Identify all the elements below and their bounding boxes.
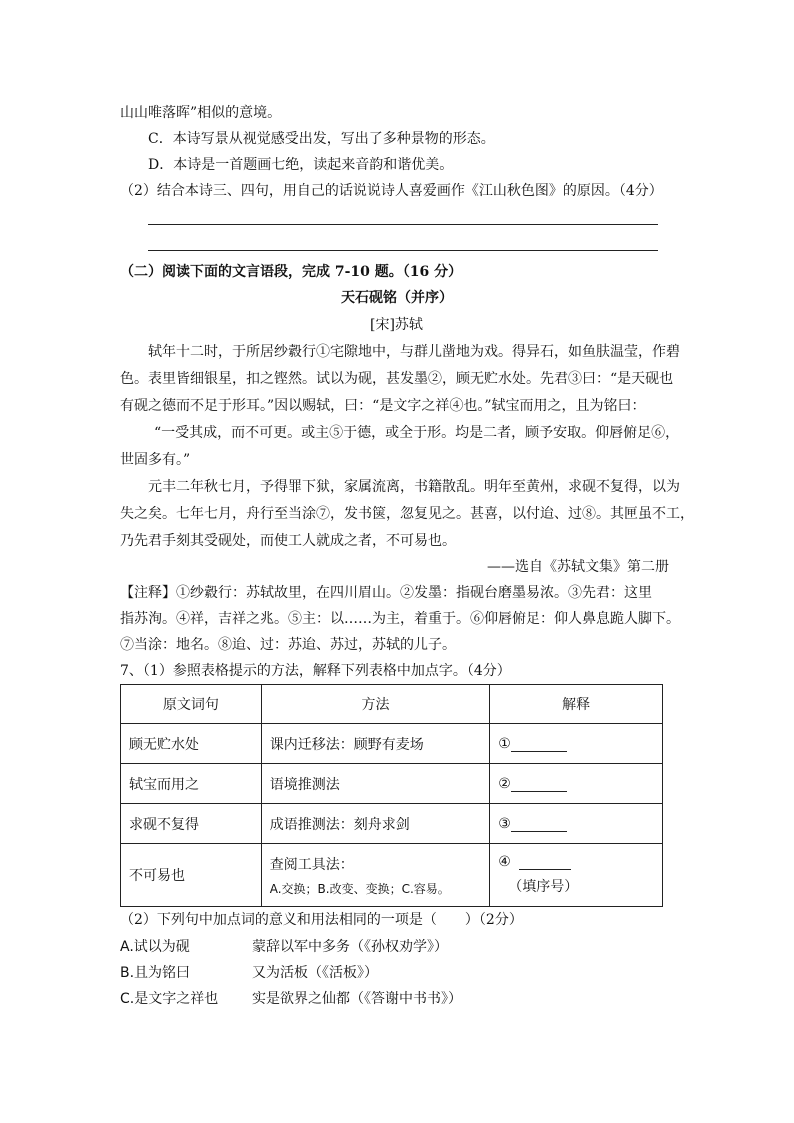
- question-2: （2）结合本诗三、四句，用自己的话说说诗人喜爱画作《江山秋色图》的原因。（4分）: [120, 183, 663, 199]
- table-cell: [261, 844, 490, 907]
- passage-line: 有砚之德而不足于形耳。”因以赐轼，曰：“是文字之祥④也。”轼宝而用之，且为铭曰：: [120, 398, 646, 414]
- table-cell: 课内迁移法：顾野有麦场: [261, 724, 490, 764]
- answer-blank[interactable]: [511, 737, 567, 752]
- passage-line: 乃先君手刻其受砚处，而使工人就成之者，不可易也。: [120, 533, 456, 549]
- text-line: 山山唯落晖”相似的意境。: [120, 105, 282, 121]
- answer-cell: [490, 764, 663, 804]
- method-label: 查阅工具法：: [269, 856, 354, 873]
- passage-line: 轼年十二时，于所居纱縠行①宅隙地中，与群儿凿地为戏。得异石，如鱼肤温莹，作碧: [148, 344, 680, 360]
- passage-line: 世固多有。”: [120, 452, 191, 468]
- answer-blank[interactable]: [511, 817, 567, 832]
- answer-cell: [490, 844, 663, 907]
- choice-c-label: C.是文字之祥也: [120, 991, 219, 1007]
- option-d: D．本诗是一首题画七绝，读起来音韵和谐优美。: [148, 157, 454, 173]
- answer-number: ①: [498, 735, 511, 752]
- answer-number: ④: [498, 854, 511, 870]
- table-row: [121, 844, 663, 907]
- table-header-cell: 原文词句: [121, 685, 262, 724]
- table-cell: 求砚不复得: [121, 804, 262, 844]
- answer-cell: [490, 724, 663, 764]
- option-c: C．本诗写景从视觉感受出发，写出了多种景物的形态。: [148, 131, 495, 147]
- answer-number: ②: [498, 775, 511, 792]
- table-row: [121, 764, 663, 804]
- table-cell: 语境推测法: [261, 764, 490, 804]
- choice-a-compare: 蒙辞以军中多务（《孙权劝学》）: [252, 939, 448, 955]
- passage-title: 天石砚铭（并序）: [341, 290, 453, 306]
- table-cell: 轼宝而用之: [121, 764, 262, 804]
- choice-c-compare: 实是欲界之仙都（《答谢中书书》）: [252, 991, 462, 1007]
- passage-line: 元丰二年秋七月，予得罪下狱，家属流离，书籍散乱。明年至黄州，求砚不复得，以为: [148, 479, 680, 495]
- choice-b-label: B.且为铭曰: [120, 965, 191, 981]
- table-cell: 顾无贮水处: [121, 724, 262, 764]
- vocab-table: [120, 684, 663, 907]
- passage-line: “一受其成，而不可更。或主⑤于德，或全于形。均是二者，顾予安取。仰唇俯足⑥，: [154, 425, 680, 441]
- passage-line: 失之矣。七年七月，舟行至当涂⑦，发书箧，忽复见之。甚喜，以付迨、过⑧。其匣虽不工，: [120, 506, 694, 522]
- passage-author: [宋]苏轼: [370, 317, 423, 333]
- question-7-2: （2）下列句中加点词的意义和用法相同的一项是（ ）（2分）: [120, 912, 523, 928]
- table-row: [121, 724, 663, 764]
- choice-a-label: A.试以为砚: [120, 939, 190, 955]
- annotation-line: 指苏洵。④祥，吉祥之兆。⑤主：以……为主，着重于。⑥仰唇俯足：仰人鼻息跪人脚下。: [120, 611, 680, 627]
- annotation-line: 【注释】①纱縠行：苏轼故里，在四川眉山。②发墨：指砚台磨墨易浓。③先君：这里: [120, 585, 652, 601]
- question-7: 7、（1）参照表格提示的方法，解释下列表格中加点字。（4分）: [120, 663, 511, 679]
- answer-blank[interactable]: [511, 777, 567, 792]
- answer-line: [148, 224, 658, 225]
- passage-source: ——选自《苏轼文集》第二册: [487, 559, 669, 575]
- answer-note: （填序号）: [508, 879, 579, 895]
- choice-b-compare: 又为活板（《活板》）: [252, 965, 378, 981]
- answer-blank[interactable]: [519, 855, 571, 870]
- table-cell: 不可易也: [121, 844, 262, 907]
- answer-line: [148, 250, 658, 251]
- section-heading: （二）阅读下面的文言语段，完成 7-10 题。（16 分）: [120, 264, 463, 280]
- annotation-line: ⑦当涂：地名。⑧迨、过：苏迨、苏过，苏轼的儿子。: [120, 637, 456, 653]
- passage-line: 色。表里皆细银星，扣之铿然。试以为砚，甚发墨②，顾无贮水处。先君③曰：“是天砚也: [120, 371, 674, 387]
- table-row: [121, 804, 663, 844]
- table-cell: 成语推测法：刻舟求剑: [261, 804, 490, 844]
- method-options: A.交换；B.改变、变换；C.容易。: [269, 881, 450, 896]
- table-header-row: [121, 685, 663, 724]
- table-header-cell: 解释: [490, 685, 663, 724]
- answer-cell: [490, 804, 663, 844]
- table-header-cell: 方法: [261, 685, 490, 724]
- answer-number: ③: [498, 815, 511, 832]
